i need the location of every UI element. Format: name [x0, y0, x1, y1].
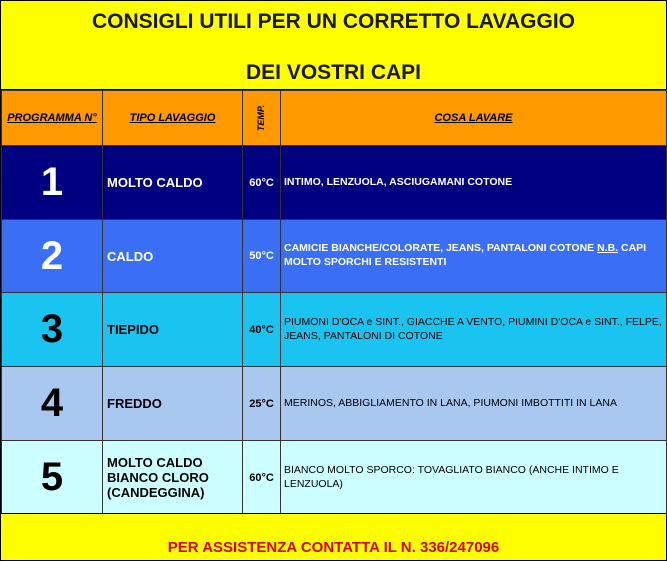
what-to-wash-text: BIANCO MOLTO SPORCO: TOVAGLIATO BIANCO (ANCHE INTIMO E LENZUOLA) [284, 463, 619, 490]
table-row [2, 293, 667, 367]
wash-type-line: MOLTO CALDO [107, 175, 203, 190]
wash-type-line: BIANCO CLORO [107, 470, 209, 485]
wash-type-line: CALDO [107, 248, 154, 264]
temperature: 60°C [243, 146, 281, 220]
title-block [1, 1, 666, 90]
program-number: 4 [2, 367, 103, 441]
header-programma: PROGRAMMA N° [2, 91, 103, 146]
wash-type-cell [103, 293, 243, 367]
wash-type-line: FREDDO [107, 396, 162, 411]
program-number: 2 [2, 220, 103, 293]
what-to-wash [281, 441, 667, 515]
page-title-line-2: DEI VOSTRI CAPI [245, 61, 422, 84]
table-row [2, 220, 667, 293]
temperature: 60°C [243, 441, 281, 515]
page-title-line-1: CONSIGLI UTILI PER UN CORRETTO LAVAGGIO [91, 10, 575, 33]
footer [1, 513, 666, 560]
wash-type-line: MOLTO CALDO [107, 455, 203, 470]
what-to-wash-text: CAMICIE BIANCHE/COLORATE, JEANS, PANTALONI COTONE [284, 242, 598, 255]
temperature: 40°C [243, 293, 281, 367]
header-temp-label: TEMP. [256, 104, 267, 132]
wash-type-cell [103, 367, 243, 441]
wash-type-cell [103, 441, 243, 515]
what-to-wash-text: MERINOS, ABBIGLIAMENTO IN LANA, PIUMONI IMBOTTITI IN LANA [284, 396, 617, 409]
header-cosa-lavare: COSA LAVARE [281, 91, 667, 146]
program-number: 1 [2, 146, 103, 220]
header-temp [243, 91, 281, 146]
what-to-wash [281, 220, 667, 293]
table-row [2, 367, 667, 441]
what-to-wash [281, 146, 667, 220]
table-header-row [2, 91, 667, 146]
what-to-wash [281, 293, 667, 367]
program-number: 3 [2, 293, 103, 367]
table-body [2, 146, 667, 515]
wash-type-line: TIEPIDO [107, 322, 160, 337]
header-tipo-lavaggio: TIPO LAVAGGIO [103, 91, 243, 146]
wash-type-cell [103, 146, 243, 220]
table-row [2, 146, 667, 220]
program-number: 5 [2, 441, 103, 515]
temperature: 25°C [243, 367, 281, 441]
wash-type-line: (CANDEGGINA) [107, 485, 205, 500]
what-to-wash-text: PIUMONI D'OCA e SINT., GIACCHE A VENTO, PIUMINI D'OCA e SINT., FELPE, JEANS, PANTALONI DI COTONE [284, 315, 662, 342]
wash-type-cell [103, 220, 243, 293]
assistance-contact-text: PER ASSISTENZA CONTATTA IL N. 336/247096 [167, 539, 500, 556]
nota-bene-label: N.B. [597, 242, 619, 255]
what-to-wash [281, 367, 667, 441]
temperature: 50°C [243, 220, 281, 293]
what-to-wash-text: INTIMO, LENZUOLA, ASCIUGAMANI COTONE [284, 175, 513, 188]
what-to-wash-note: CAPI MOLTO SPORCHI E RESISTENTI [284, 242, 647, 268]
table-row [2, 441, 667, 515]
wash-programs-table [1, 90, 667, 515]
